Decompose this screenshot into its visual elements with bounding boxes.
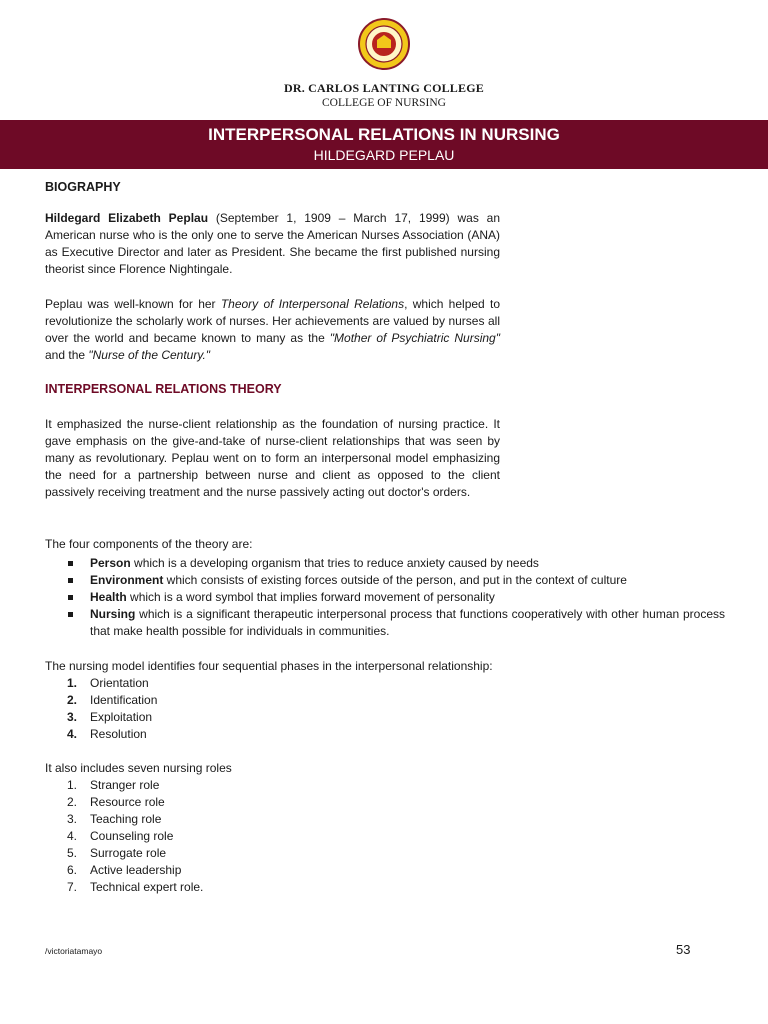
peplau-full-name: Hildegard Elizabeth Peplau	[45, 211, 209, 225]
component-description: which is a developing organism that tries to reduce anxiety caused by needs	[130, 556, 539, 570]
list-number: 4.	[67, 829, 78, 843]
bullet-square-icon	[68, 612, 73, 617]
list-item	[45, 589, 725, 606]
component-description: which is a significant therapeutic interpersonal process that functions cooperatively with other human process that make health possible for individuals in communities.	[90, 607, 725, 638]
list-number: 7.	[67, 880, 78, 894]
component-description: which consists of existing forces outside of the person, and put in the context of culture	[163, 573, 627, 587]
component-term: Person	[90, 556, 131, 570]
phases-list	[45, 675, 157, 743]
list-item	[45, 811, 203, 828]
list-number: 1.	[67, 778, 78, 792]
role-label: Surrogate role	[90, 846, 167, 860]
biography-paragraph-2	[45, 296, 500, 364]
biography-heading: BIOGRAPHY	[45, 180, 121, 194]
theory-name: Theory of Interpersonal Relations	[220, 297, 405, 311]
component-term: Nursing	[90, 607, 136, 621]
list-item	[45, 692, 157, 709]
list-item	[45, 675, 157, 692]
list-number: 3.	[67, 710, 78, 724]
phase-label: Identification	[90, 693, 158, 707]
phase-label: Orientation	[90, 676, 149, 690]
list-item	[45, 879, 203, 896]
role-label: Teaching role	[90, 812, 162, 826]
title-banner	[0, 120, 768, 169]
list-item	[45, 726, 157, 743]
theory-heading: INTERPERSONAL RELATIONS THEORY	[45, 382, 282, 396]
paragraph-2-part-c: and the	[45, 348, 89, 362]
bullet-square-icon	[68, 578, 73, 583]
list-item	[45, 606, 725, 640]
list-number: 1.	[67, 676, 78, 690]
footer-author: /victoriatamayo	[45, 946, 103, 956]
roles-intro: It also includes seven nursing roles	[45, 761, 232, 775]
list-item	[45, 572, 725, 589]
phases-intro: The nursing model identifies four sequential phases in the interpersonal relationship:	[45, 659, 493, 673]
theory-paragraph	[45, 416, 500, 501]
paragraph-2-part-a: Peplau was well-known for her	[45, 297, 221, 311]
title-nurse-of-the-century: "Nurse of the Century."	[88, 348, 211, 362]
component-term: Environment	[90, 573, 164, 587]
college-name: DR. CARLOS LANTING COLLEGE	[284, 81, 484, 95]
title-mother-of-psychiatric-nursing: "Mother of Psychiatric Nursing"	[329, 331, 500, 345]
list-number: 2.	[67, 795, 78, 809]
phase-label: Resolution	[90, 727, 147, 741]
list-item	[45, 709, 157, 726]
role-label: Resource role	[90, 795, 165, 809]
component-term: Health	[90, 590, 127, 604]
document-title: INTERPERSONAL RELATIONS IN NURSING	[208, 125, 560, 144]
theory-paragraph-text: It emphasized the nurse-client relationship as the foundation of nursing practice. It gave emphasis on the give-and-take of nurse-client relationships that was seen by many as revolutionary. Peplau went on to form an interpersonal model emphasizing the need for a partnership between nurse and client as opposed to the client passively receiving treatment and the nurse passively acting out doctor's orders.	[45, 417, 500, 499]
list-item	[45, 777, 203, 794]
components-intro: The four components of the theory are:	[45, 537, 253, 551]
role-label: Active leadership	[90, 863, 182, 877]
list-number: 5.	[67, 846, 78, 860]
list-item	[45, 794, 203, 811]
bullet-square-icon	[68, 595, 73, 600]
document-subtitle: HILDEGARD PEPLAU	[313, 147, 455, 163]
list-item	[45, 845, 203, 862]
role-label: Technical expert role.	[90, 880, 204, 894]
list-number: 3.	[67, 812, 78, 826]
roles-list	[45, 777, 203, 896]
biography-paragraph-1	[45, 210, 500, 278]
list-number: 4.	[67, 727, 78, 741]
biography-paragraph-1-text: (September 1, 1909 – March 17, 1999) was an American nurse who is the only one to serve the American Nurses Association (ANA) as Executive Director and later as President. She became the first published nursing theorist since Florence Nightingale.	[45, 211, 500, 276]
page-number: 53	[676, 942, 691, 957]
component-description: which is a word symbol that implies forward movement of personality	[126, 590, 495, 604]
list-item	[45, 862, 203, 879]
list-number: 6.	[67, 863, 78, 877]
role-label: Counseling role	[90, 829, 174, 843]
list-item	[45, 555, 725, 572]
phase-label: Exploitation	[90, 710, 153, 724]
role-label: Stranger role	[90, 778, 160, 792]
list-number: 2.	[67, 693, 78, 707]
paragraph-2-part-b: , which helped to revolutionize the scholarly work of nurses. Her achievements are valued by nurses all over the world and became known to many as the	[45, 297, 501, 345]
list-item	[45, 828, 203, 845]
components-list	[45, 555, 725, 640]
bullet-square-icon	[68, 561, 73, 566]
college-seal-logo	[358, 18, 410, 70]
college-department: COLLEGE OF NURSING	[322, 97, 446, 109]
